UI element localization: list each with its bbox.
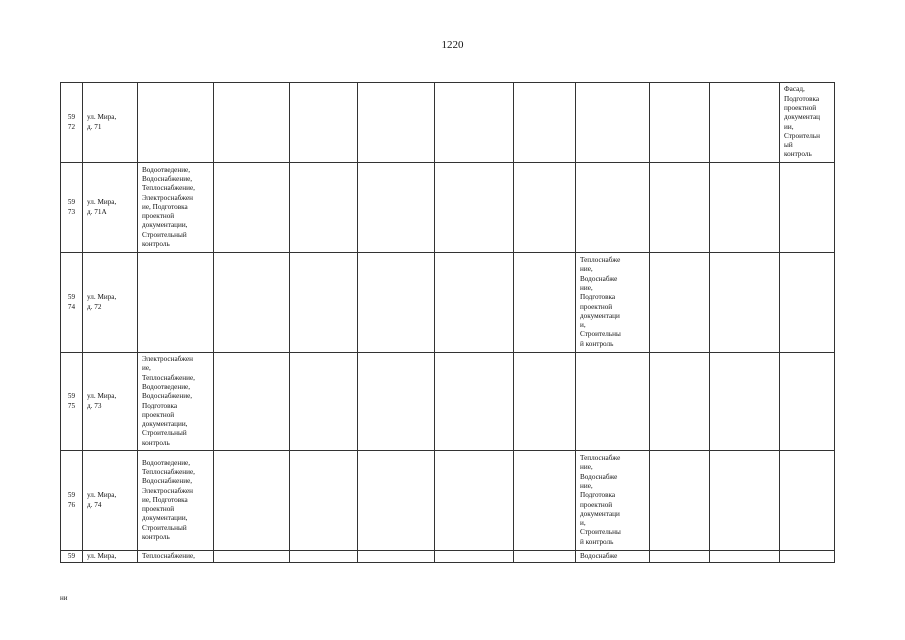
empty-cell	[290, 551, 358, 563]
empty-cell	[650, 551, 710, 563]
empty-cell	[358, 83, 435, 163]
works-cell	[138, 83, 214, 163]
page-number: 1220	[441, 39, 464, 51]
works-cell-2	[576, 353, 650, 451]
empty-cell	[514, 83, 576, 163]
table-row	[61, 353, 835, 451]
empty-cell	[358, 253, 435, 353]
empty-cell	[435, 551, 514, 563]
works-cell-2: Водоснабже	[576, 551, 650, 563]
works-cell-3	[780, 163, 835, 253]
empty-cell	[214, 83, 290, 163]
table-row	[61, 83, 835, 163]
row-number-cell: 59 72	[61, 83, 83, 163]
empty-cell	[650, 163, 710, 253]
empty-cell	[650, 253, 710, 353]
works-cell: Водоотведение, Водоснабжение, Теплоснабжение, Электроснабжен ие, Подготовка проектной документации, Строительный контроль	[138, 163, 214, 253]
address-cell: ул. Мира, д. 71	[83, 83, 138, 163]
works-cell: Водоотведение, Теплоснабжение, Водоснабжение, Электроснабжен ие, Подготовка проектной документации, Строительный контроль	[138, 451, 214, 551]
row-number-cell: 59 73	[61, 163, 83, 253]
works-table	[60, 82, 835, 563]
table-row	[61, 253, 835, 353]
works-cell-3	[780, 253, 835, 353]
row-number-cell: 59 74	[61, 253, 83, 353]
empty-cell	[290, 451, 358, 551]
works-cell-2	[576, 83, 650, 163]
empty-cell	[214, 253, 290, 353]
empty-cell	[358, 353, 435, 451]
empty-cell	[290, 83, 358, 163]
empty-cell	[650, 353, 710, 451]
empty-cell	[358, 551, 435, 563]
empty-cell	[214, 451, 290, 551]
table-row	[61, 551, 835, 563]
address-cell: ул. Мира, д. 72	[83, 253, 138, 353]
empty-cell	[710, 353, 780, 451]
row-number-cell: 59	[61, 551, 83, 563]
works-cell: Теплоснабжение,	[138, 551, 214, 563]
works-cell-3	[780, 353, 835, 451]
empty-cell	[514, 451, 576, 551]
empty-cell	[435, 353, 514, 451]
works-cell-3: Фасад, Подготовка проектной документац ии, Строительн ый контроль	[780, 83, 835, 163]
works-cell-2: Теплоснабже ние, Водоснабже ние, Подготовка проектной документаци и, Строительны й контроль	[576, 451, 650, 551]
empty-cell	[514, 353, 576, 451]
empty-cell	[290, 353, 358, 451]
address-cell: ул. Мира, д. 71А	[83, 163, 138, 253]
empty-cell	[650, 83, 710, 163]
address-cell: ул. Мира, д. 74	[83, 451, 138, 551]
table-row	[61, 163, 835, 253]
address-cell: ул. Мира,	[83, 551, 138, 563]
table-row	[61, 451, 835, 551]
empty-cell	[710, 163, 780, 253]
empty-cell	[514, 163, 576, 253]
footer-mark: ни	[60, 594, 68, 602]
row-number-cell: 59 75	[61, 353, 83, 451]
empty-cell	[214, 551, 290, 563]
empty-cell	[358, 451, 435, 551]
row-number-cell: 59 76	[61, 451, 83, 551]
empty-cell	[435, 163, 514, 253]
empty-cell	[514, 551, 576, 563]
empty-cell	[214, 163, 290, 253]
works-cell-3	[780, 551, 835, 563]
works-cell: Электроснабжен ие, Теплоснабжение, Водоотведение, Водоснабжение, Подготовка проектной документации, Строительный контроль	[138, 353, 214, 451]
empty-cell	[650, 451, 710, 551]
empty-cell	[435, 451, 514, 551]
empty-cell	[435, 253, 514, 353]
address-cell: ул. Мира, д. 73	[83, 353, 138, 451]
works-cell-2: Теплоснабже ние, Водоснабже ние, Подготовка проектной документаци и, Строительны й контроль	[576, 253, 650, 353]
works-cell-3	[780, 451, 835, 551]
empty-cell	[514, 253, 576, 353]
empty-cell	[290, 163, 358, 253]
works-cell-2	[576, 163, 650, 253]
empty-cell	[435, 83, 514, 163]
empty-cell	[710, 451, 780, 551]
empty-cell	[290, 253, 358, 353]
empty-cell	[214, 353, 290, 451]
empty-cell	[710, 83, 780, 163]
empty-cell	[358, 163, 435, 253]
empty-cell	[710, 551, 780, 563]
empty-cell	[710, 253, 780, 353]
works-cell	[138, 253, 214, 353]
